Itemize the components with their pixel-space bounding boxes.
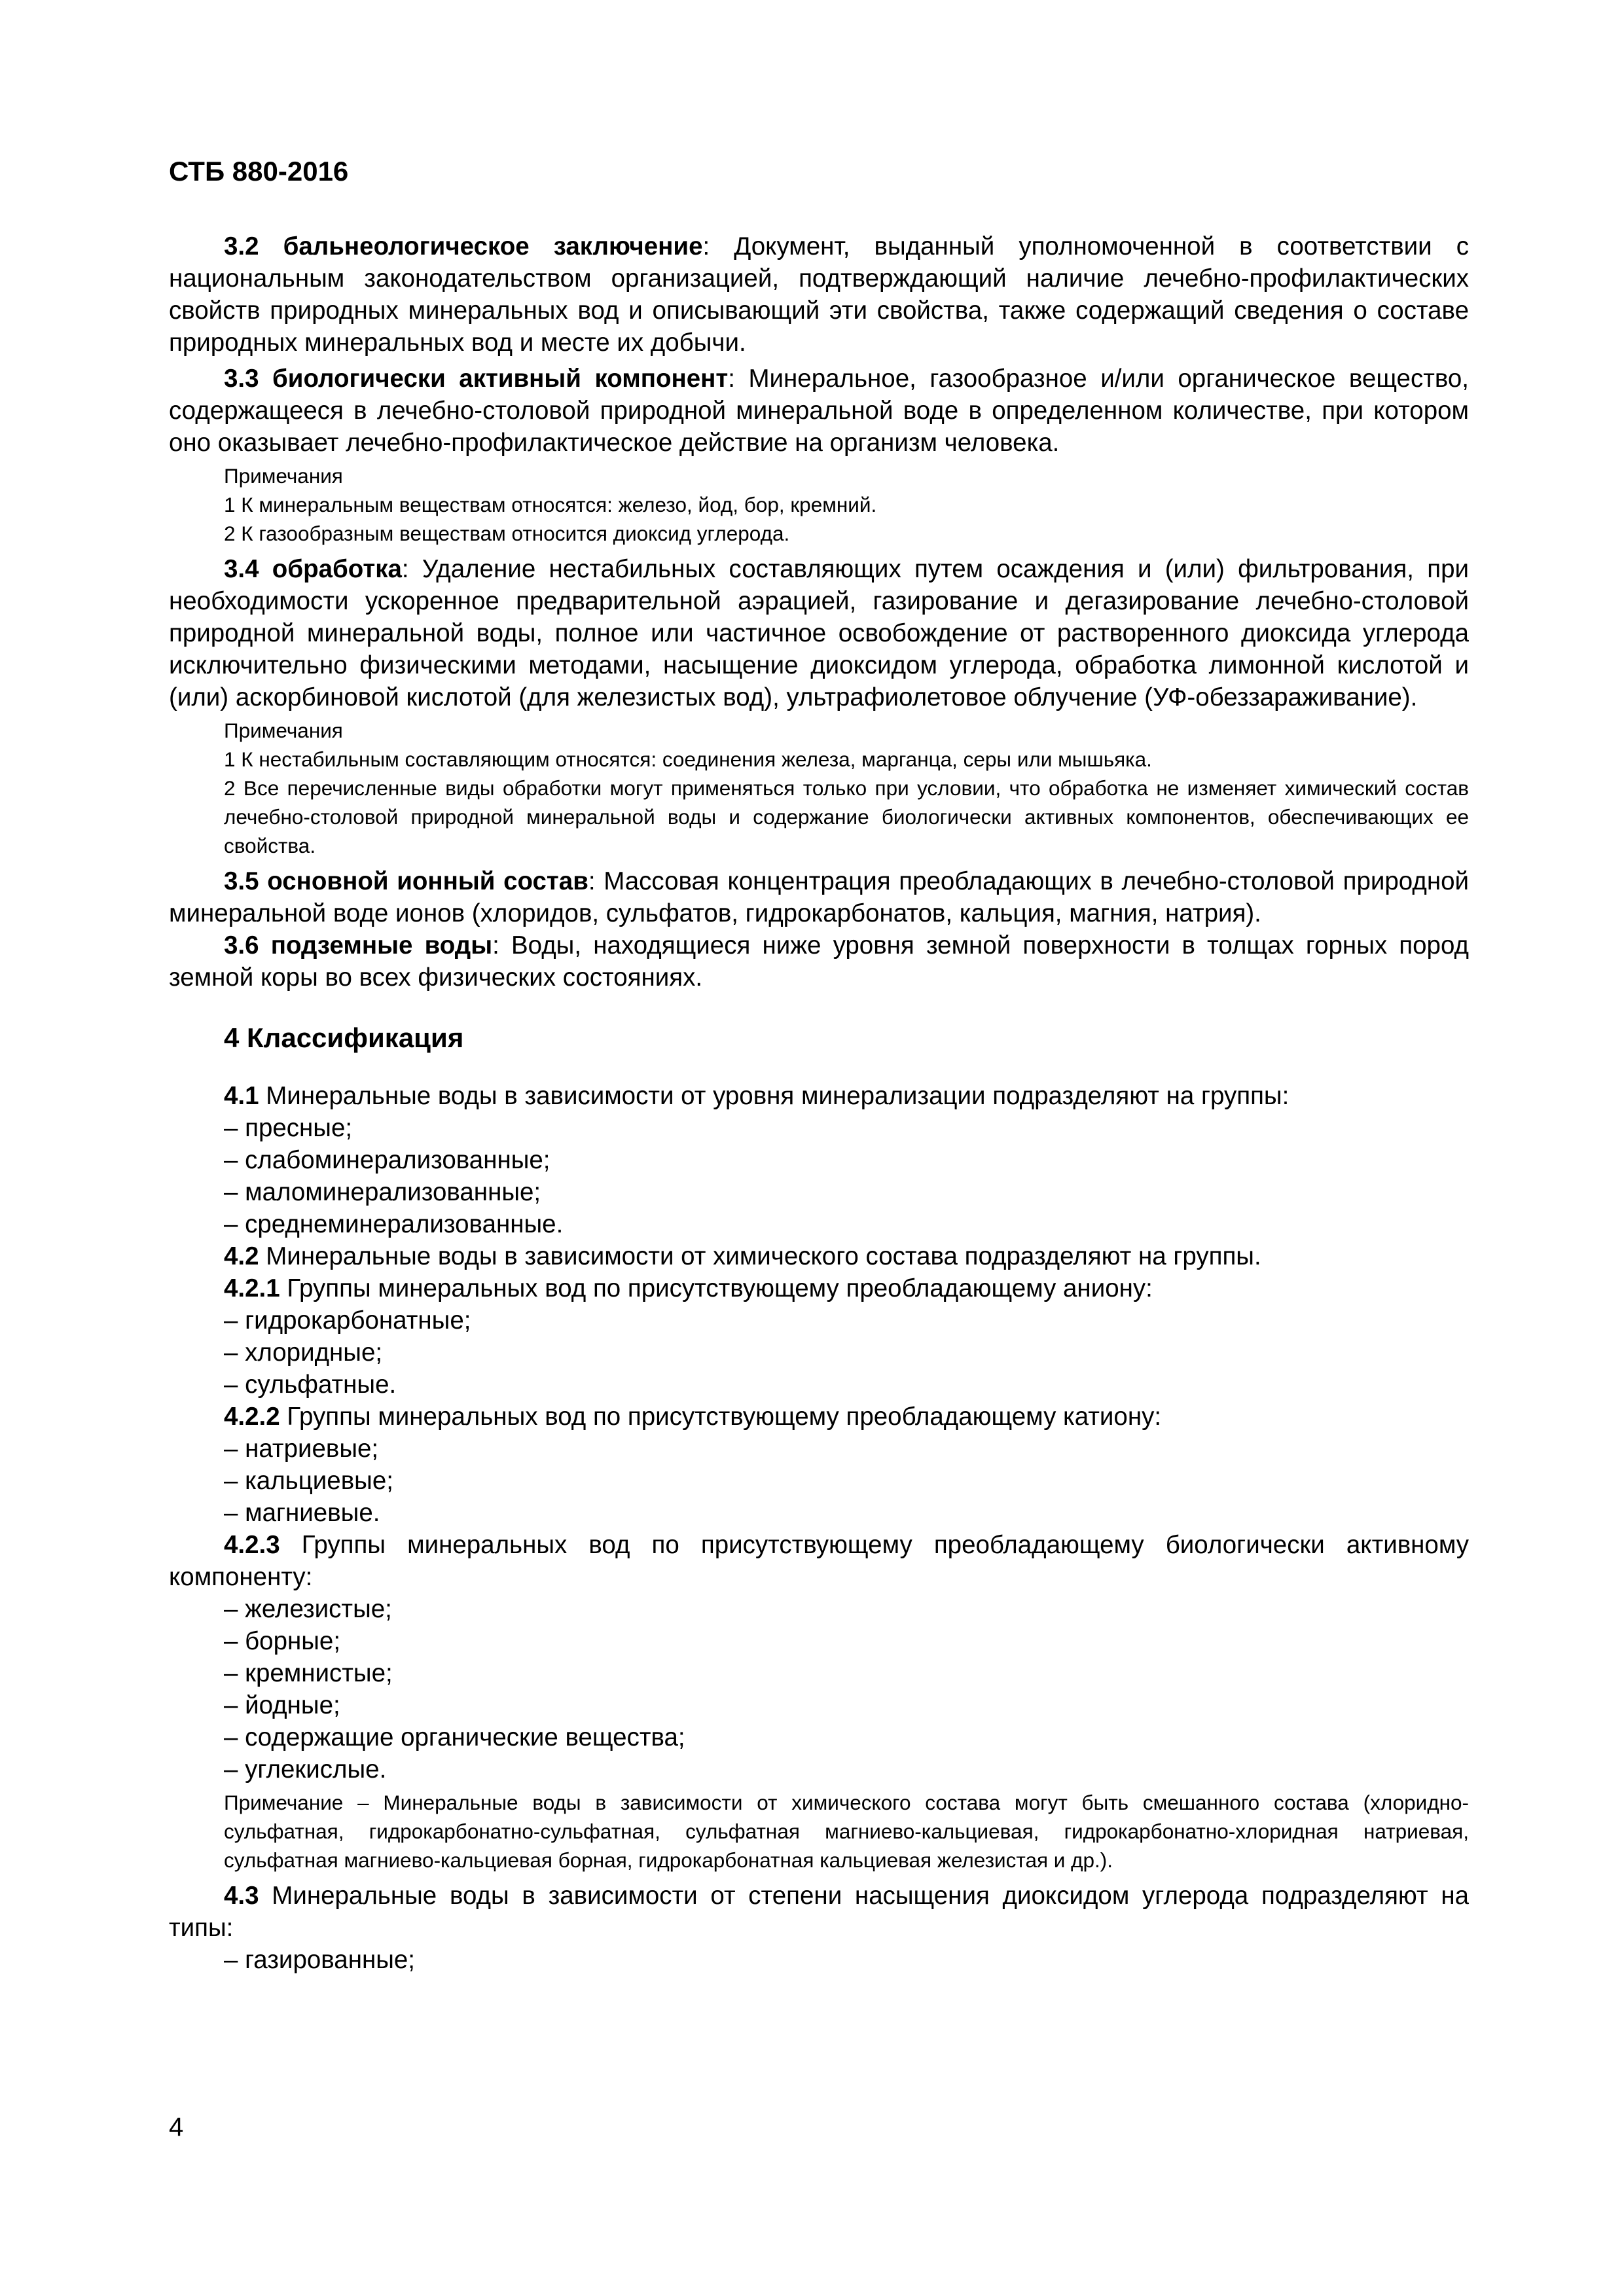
list-item: – пресные;	[224, 1114, 353, 1142]
note-item: 2 Все перечисленные виды обработки могут применяться только при условии, что обработка не изменяет химический состав лечебно-столовой природной минеральной воды и содержание биологически активных компонентов, обеспечивающих ее свойства.	[224, 776, 1469, 857]
list-item: – углекислые.	[224, 1755, 387, 1784]
note-item: 1 К нестабильным составляющим относятся: соединения железа, марганца, серы или мышьяка.	[224, 747, 1152, 771]
note-item: 2 К газообразным веществам относится диоксид углерода.	[224, 522, 790, 545]
list-item: – хлоридные;	[224, 1338, 383, 1367]
definition-3-3	[169, 363, 1469, 459]
list-item: – кальциевые;	[224, 1467, 393, 1495]
list-item: – кремнистые;	[224, 1659, 393, 1687]
definition-text: : Удаление нестабильных составляющих путем осаждения и (или) фильтрования, при необходимости ускоренное предварительной аэрацией, газирование и дегазирование лечебно-столовой природной минеральной воды, полное или частичное освобождение от растворенного диоксида углерода исключительно физическими методами, насыщение диоксидом углерода, обработка лимонной кислотой и (или) аскорбиновой кислотой (для железистых вод), ультрафиолетовое облучение (УФ-обеззараживание).	[169, 555, 1469, 711]
term: основной ионный состав	[267, 867, 588, 895]
clause-number: 4.1	[224, 1082, 259, 1110]
clause-text: Минеральные воды в зависимости от химического состава подразделяют на группы.	[259, 1242, 1261, 1270]
clause-text: Группы минеральных вод по присутствующему преобладающему биологически активному компоненту:	[169, 1531, 1469, 1591]
clause-number: 4.2	[224, 1242, 259, 1270]
definition-text: : Документ, выданный уполномоченной в соответствии с национальным законодательством организацией, подтверждающий наличие лечебно-профилактических свойств природных минеральных вод и описывающий эти свойства, также содержащий сведения о составе природных минеральных вод и месте их добычи.	[169, 232, 1469, 357]
clause-number: 3.2	[224, 232, 259, 260]
clause-number: 3.5	[224, 867, 259, 895]
clause-number: 3.6	[224, 931, 259, 960]
list-item: – сульфатные.	[224, 1371, 397, 1399]
list-4-2-3	[169, 1593, 1469, 1785]
notes-3-4	[169, 716, 1469, 860]
clause-text: Группы минеральных вод по присутствующему преобладающему аниону:	[280, 1274, 1153, 1302]
list-4-1	[169, 1112, 1469, 1240]
note-4-2	[169, 1788, 1469, 1874]
clause-text: Минеральные воды в зависимости от уровня минерализации подразделяют на группы:	[259, 1082, 1290, 1110]
definition-text: : Минеральное, газообразное и/или органическое вещество, содержащееся в лечебно-столовой природной минеральной воде в определенном количестве, при котором оно оказывает лечебно-профилактическое действие на организм человека.	[169, 365, 1469, 457]
list-item: – железистые;	[224, 1595, 392, 1623]
clause-text: Группы минеральных вод по присутствующему преобладающему катиону:	[280, 1403, 1162, 1431]
clause-number: 3.4	[224, 555, 259, 583]
note-text: Примечание – Минеральные воды в зависимости от химического состава могут быть смешанного состава (хлоридно-сульфатная, гидрокарбонатно-сульфатная, сульфатная магниево-кальциевая, гидрокарбонатно-хлоридная натриевая, сульфатная магниево-кальциевая борная, гидрокарбонатная кальциевая железистая и др.).	[224, 1791, 1469, 1872]
notes-title: Примечания	[224, 719, 343, 742]
clause-number: 3.3	[224, 365, 259, 393]
standard-code-header: СТБ 880-2016	[169, 156, 349, 187]
definition-3-5	[169, 865, 1469, 929]
list-4-2-2	[169, 1433, 1469, 1529]
definition-text: : Воды, находящиеся ниже уровня земной поверхности в толщах горных пород земной коры во всех физических состояниях.	[169, 931, 1469, 992]
definition-3-2	[169, 230, 1469, 359]
clause-number: 4.2.1	[224, 1274, 280, 1302]
notes-title: Примечания	[224, 464, 343, 488]
list-item: – среднеминерализованные.	[224, 1210, 564, 1238]
clause-4-1	[169, 1080, 1469, 1112]
clause-number: 4.2.2	[224, 1403, 280, 1431]
list-item: – маломинерализованные;	[224, 1178, 541, 1206]
clause-4-2-2	[169, 1401, 1469, 1433]
term: обработка	[272, 555, 402, 583]
page-number: 4	[169, 2113, 184, 2142]
page-content	[169, 230, 1469, 1976]
section-heading-classification: 4 Классификация	[224, 1022, 464, 1053]
list-item: – слабоминерализованные;	[224, 1146, 550, 1174]
list-4-2-1	[169, 1304, 1469, 1401]
clause-4-2	[169, 1240, 1469, 1272]
term: бальнеологическое заключение	[283, 232, 703, 260]
list-item: – газированные;	[224, 1946, 416, 1974]
clause-4-2-1	[169, 1272, 1469, 1304]
notes-3-3	[169, 461, 1469, 548]
definition-3-6	[169, 929, 1469, 994]
list-item: – йодные;	[224, 1691, 340, 1719]
clause-number: 4.3	[224, 1882, 259, 1910]
note-item: 1 К минеральным веществам относятся: железо, йод, бор, кремний.	[224, 493, 877, 516]
term: биологически активный компонент	[272, 365, 729, 393]
definition-text: : Массовая концентрация преобладающих в лечебно-столовой природной минеральной воде ионов (хлоридов, сульфатов, гидрокарбонатов, кальция, магния, натрия).	[169, 867, 1469, 927]
clause-text: Минеральные воды в зависимости от степени насыщения диоксидом углерода подразделяют на типы:	[169, 1882, 1469, 1942]
list-4-3	[169, 1944, 1469, 1976]
list-item: – натриевые;	[224, 1435, 379, 1463]
clause-4-2-3	[169, 1529, 1469, 1593]
list-item: – содержащие органические вещества;	[224, 1723, 685, 1751]
list-item: – борные;	[224, 1627, 341, 1655]
list-item: – магниевые.	[224, 1499, 380, 1527]
definition-3-4	[169, 553, 1469, 713]
clause-number: 4.2.3	[224, 1531, 280, 1559]
list-item: – гидрокарбонатные;	[224, 1306, 471, 1335]
term: подземные воды	[270, 931, 493, 960]
clause-4-3	[169, 1880, 1469, 1944]
